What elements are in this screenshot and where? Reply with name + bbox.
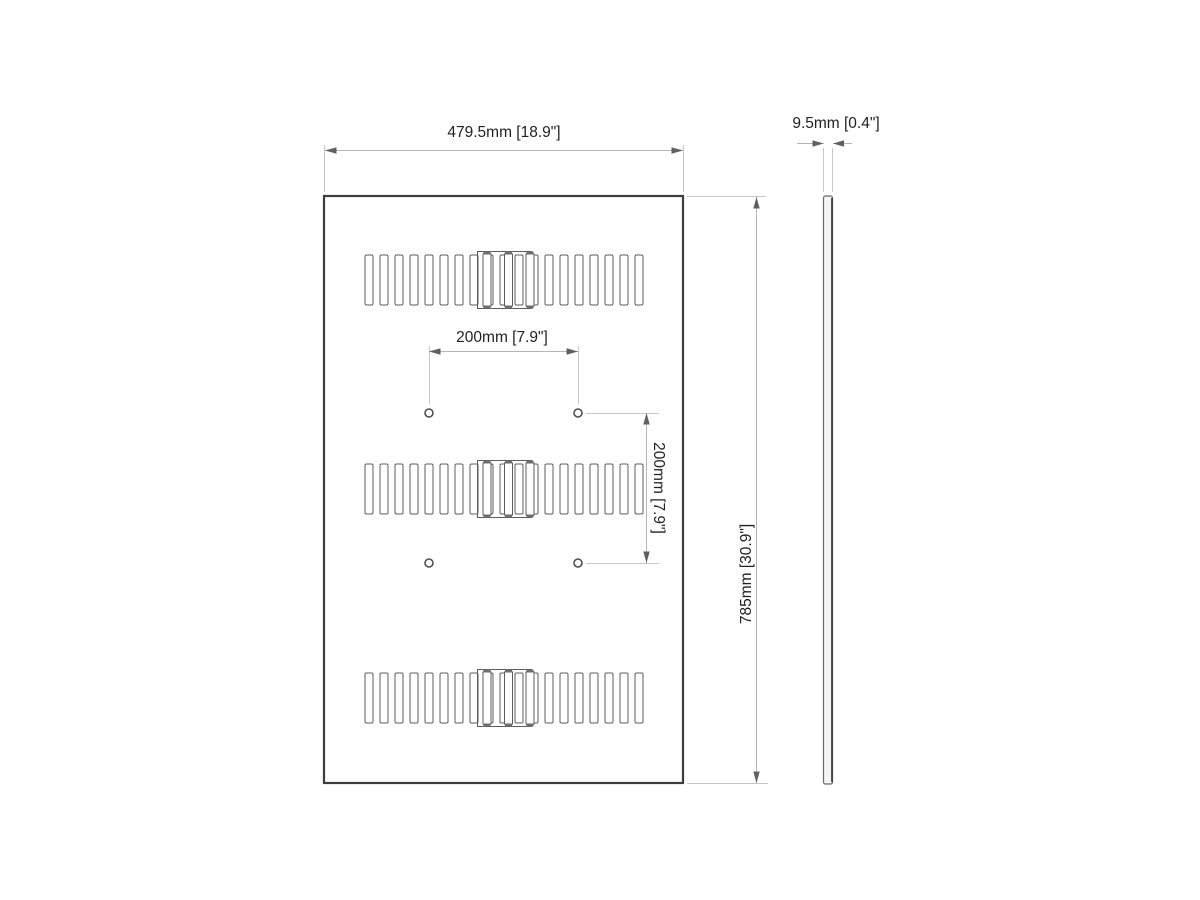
overlap-tick — [527, 724, 534, 727]
vent-slot — [590, 673, 598, 723]
overlap-tick — [505, 252, 512, 255]
hole-spacing-vertical-label: 200mm [7.9"] — [650, 442, 667, 534]
overlap-tick — [505, 515, 512, 518]
vent-slot — [440, 673, 448, 723]
vent-slot — [560, 464, 568, 514]
vent-slot — [365, 464, 373, 514]
arrow-up-icon — [753, 197, 759, 209]
vent-slot — [605, 255, 613, 305]
arrow-left-icon — [833, 140, 844, 146]
vent-slot — [635, 673, 643, 723]
vent-slot — [380, 255, 388, 305]
vent-slot — [515, 255, 523, 305]
mounting-hole — [574, 559, 582, 567]
overlap-tick — [484, 670, 491, 673]
vent-slot — [605, 673, 613, 723]
hole-spacing-horizontal-label: 200mm [7.9"] — [456, 329, 548, 346]
overlap-tick — [505, 461, 512, 464]
vent-slot — [425, 464, 433, 514]
overlap-tick — [527, 461, 534, 464]
vent-slot — [440, 464, 448, 514]
overlap-tick — [505, 724, 512, 727]
vent-slot — [380, 673, 388, 723]
vent-slot — [455, 464, 463, 514]
vent-slot — [365, 255, 373, 305]
overall-height-label: 785mm [30.9"] — [738, 523, 755, 625]
vent-slot — [575, 464, 583, 514]
vent-slot — [635, 255, 643, 305]
vent-slot — [545, 255, 553, 305]
vent-slot — [395, 673, 403, 723]
center-overlap-group — [478, 670, 535, 727]
vent-slot — [455, 255, 463, 305]
vent-slot — [575, 255, 583, 305]
overlap-tick — [484, 461, 491, 464]
overlap-tick — [484, 306, 491, 309]
mounting-hole — [425, 409, 433, 417]
vent-slot — [515, 464, 523, 514]
vent-slot — [440, 255, 448, 305]
overlap-tick — [527, 515, 534, 518]
overlap-tick — [505, 670, 512, 673]
arrow-right-icon — [813, 140, 824, 146]
vent-slot — [380, 464, 388, 514]
vent-slot — [635, 464, 643, 514]
overlap-tick — [484, 724, 491, 727]
vent-slot — [515, 673, 523, 723]
arrow-left-icon — [325, 147, 337, 154]
overlap-tick — [527, 252, 534, 255]
vent-slot — [410, 464, 418, 514]
overlap-tick — [505, 306, 512, 309]
overall-width-label: 479.5mm [18.9"] — [447, 124, 561, 141]
overlap-slot — [505, 672, 513, 725]
overlap-slot — [483, 463, 491, 516]
vent-slot — [605, 464, 613, 514]
center-overlap-group — [478, 461, 535, 518]
vent-slot — [425, 673, 433, 723]
arrow-right-icon — [672, 147, 684, 154]
overlap-slot — [526, 672, 534, 725]
overlap-slot — [505, 463, 513, 516]
vent-slot — [410, 255, 418, 305]
side-view — [824, 196, 833, 784]
vent-slot — [590, 255, 598, 305]
mounting-hole — [425, 559, 433, 567]
center-overlap-group — [478, 252, 535, 309]
mounting-hole — [574, 409, 582, 417]
vent-slot — [365, 673, 373, 723]
vent-slot — [545, 464, 553, 514]
thickness-label: 9.5mm [0.4"] — [792, 115, 880, 132]
vent-slot — [545, 673, 553, 723]
front-view — [324, 196, 683, 783]
vent-slot — [590, 464, 598, 514]
vent-slot — [395, 255, 403, 305]
overlap-slot — [526, 254, 534, 307]
overlap-tick — [484, 252, 491, 255]
overlap-slot — [505, 254, 513, 307]
dim-overall-width — [325, 124, 684, 192]
vent-slot — [620, 673, 628, 723]
dim-thickness — [792, 115, 879, 192]
overlap-tick — [527, 306, 534, 309]
overlap-slot — [526, 463, 534, 516]
vent-slot — [470, 464, 478, 514]
vent-slot — [470, 255, 478, 305]
dim-overall-height — [687, 197, 768, 784]
vent-slot — [560, 255, 568, 305]
vent-slot — [410, 673, 418, 723]
vent-slot — [425, 255, 433, 305]
overlap-slot — [483, 254, 491, 307]
overlap-slot — [483, 672, 491, 725]
vent-slot — [620, 255, 628, 305]
vent-slot — [470, 673, 478, 723]
overlap-tick — [484, 515, 491, 518]
vent-slot — [620, 464, 628, 514]
vent-slot — [455, 673, 463, 723]
vent-slot — [560, 673, 568, 723]
vent-slot — [395, 464, 403, 514]
arrow-down-icon — [753, 772, 759, 784]
overlap-tick — [527, 670, 534, 673]
vent-slot — [575, 673, 583, 723]
